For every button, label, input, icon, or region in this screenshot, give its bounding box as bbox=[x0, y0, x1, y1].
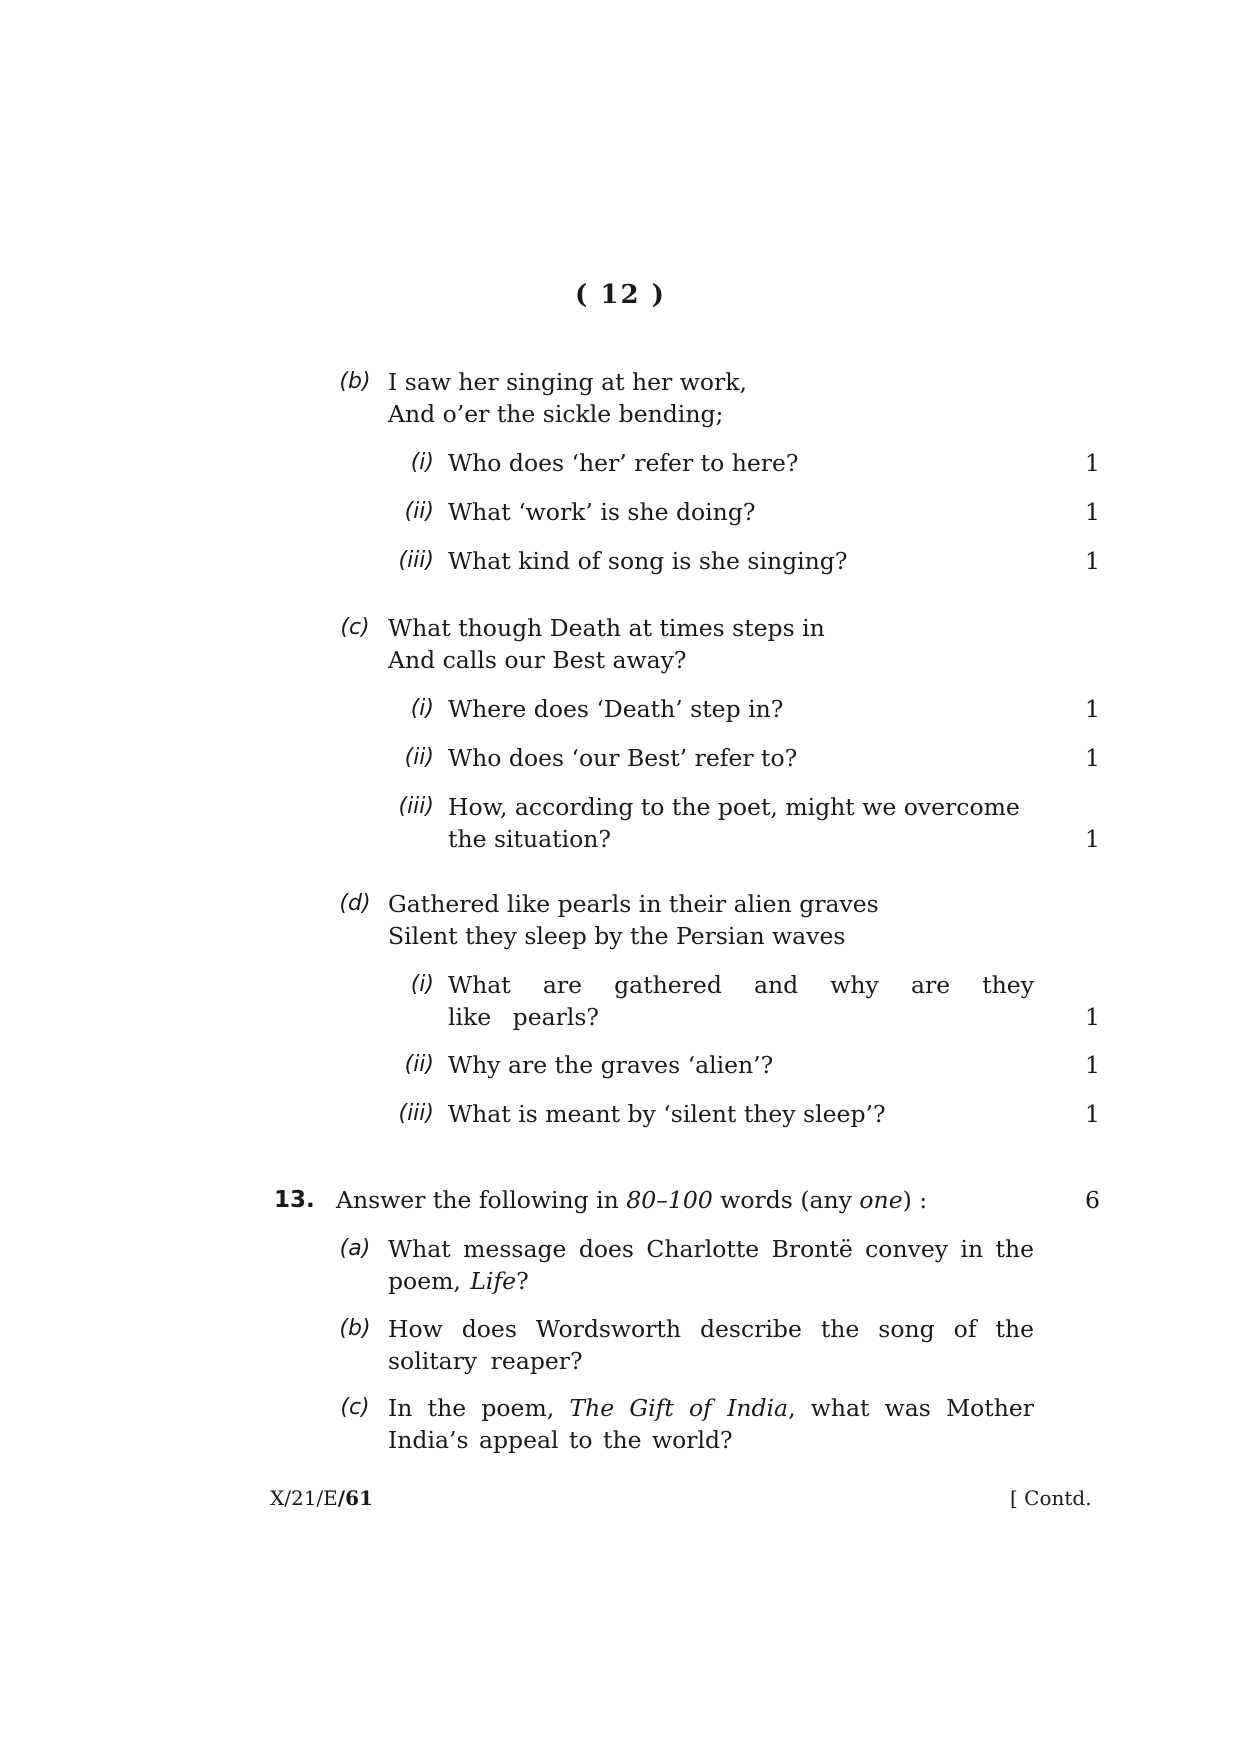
marks: 1 bbox=[1085, 449, 1100, 477]
marks: 1 bbox=[1085, 1003, 1100, 1031]
part-c-label: (c) bbox=[340, 615, 370, 640]
part-d-question-1: (i) What are gathered and why are they like pearls? 1 bbox=[410, 971, 1100, 1031]
paper-code: X/21/E/61 bbox=[270, 1486, 373, 1510]
marks: 1 bbox=[1085, 825, 1100, 853]
continued-label: [ Contd. bbox=[1010, 1486, 1092, 1510]
marks: 6 bbox=[1085, 1186, 1100, 1214]
marks: 1 bbox=[1085, 1051, 1100, 1079]
marks: 1 bbox=[1085, 1100, 1100, 1128]
question-13-option-b: (b) How does Wordsworth describe the song of the solitary reaper? bbox=[339, 1315, 1034, 1375]
marks: 1 bbox=[1085, 695, 1100, 723]
question-13-option-a: (a) What message does Charlotte Brontë convey in the poem, Life? bbox=[339, 1235, 1034, 1295]
part-b-label: (b) bbox=[339, 369, 371, 394]
page-number: ( 12 ) bbox=[575, 280, 666, 310]
question-number: 13. bbox=[274, 1187, 315, 1213]
question-13-instruction: Answer the following in 80–100 words (any one) : bbox=[336, 1186, 928, 1214]
part-d-label: (d) bbox=[339, 891, 371, 916]
question-13-option-c: (c) In the poem, The Gift of India, what was Mother India’s appeal to the world? bbox=[340, 1394, 1035, 1454]
marks: 1 bbox=[1085, 744, 1100, 772]
marks: 1 bbox=[1085, 547, 1100, 575]
part-c-question-3: (iii) How, according to the poet, might we overcome the situation? 1 bbox=[398, 793, 1100, 853]
marks: 1 bbox=[1085, 498, 1100, 526]
